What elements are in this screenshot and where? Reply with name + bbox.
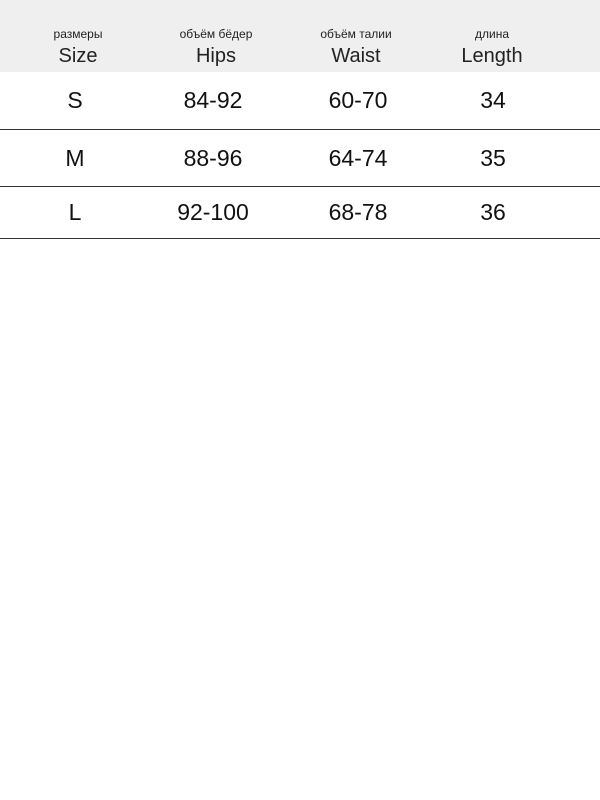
header-size [3,0,153,72]
header-size-en: Size [58,45,98,67]
header-hips-ru: объём бёдер [179,27,253,41]
size-table [0,0,600,239]
header-size-ru: размеры [53,27,103,41]
table-row [0,130,600,187]
cell-size: M [65,144,85,171]
table-row [0,187,600,239]
cell-hips: 84-92 [183,87,243,113]
header-waist-ru: объём талии [320,27,392,41]
table-header-row [0,0,600,72]
cell-hips: 88-96 [183,144,243,171]
header-length-ru: длина [474,27,509,41]
cell-hips: 92-100 [177,199,249,225]
header-length-en: Length [461,45,523,67]
header-waist [281,0,431,72]
header-length [417,0,567,72]
cell-waist: 60-70 [328,87,388,113]
cell-length: 34 [480,87,506,113]
header-hips-en: Hips [195,45,236,67]
cell-length: 36 [480,199,506,225]
header-waist-en: Waist [331,45,381,67]
cell-size: S [67,87,83,113]
cell-waist: 68-78 [328,199,388,225]
table-row [0,72,600,130]
cell-waist: 64-74 [328,144,388,171]
header-hips [141,0,291,72]
cell-size: L [68,199,82,225]
cell-length: 35 [480,144,506,171]
